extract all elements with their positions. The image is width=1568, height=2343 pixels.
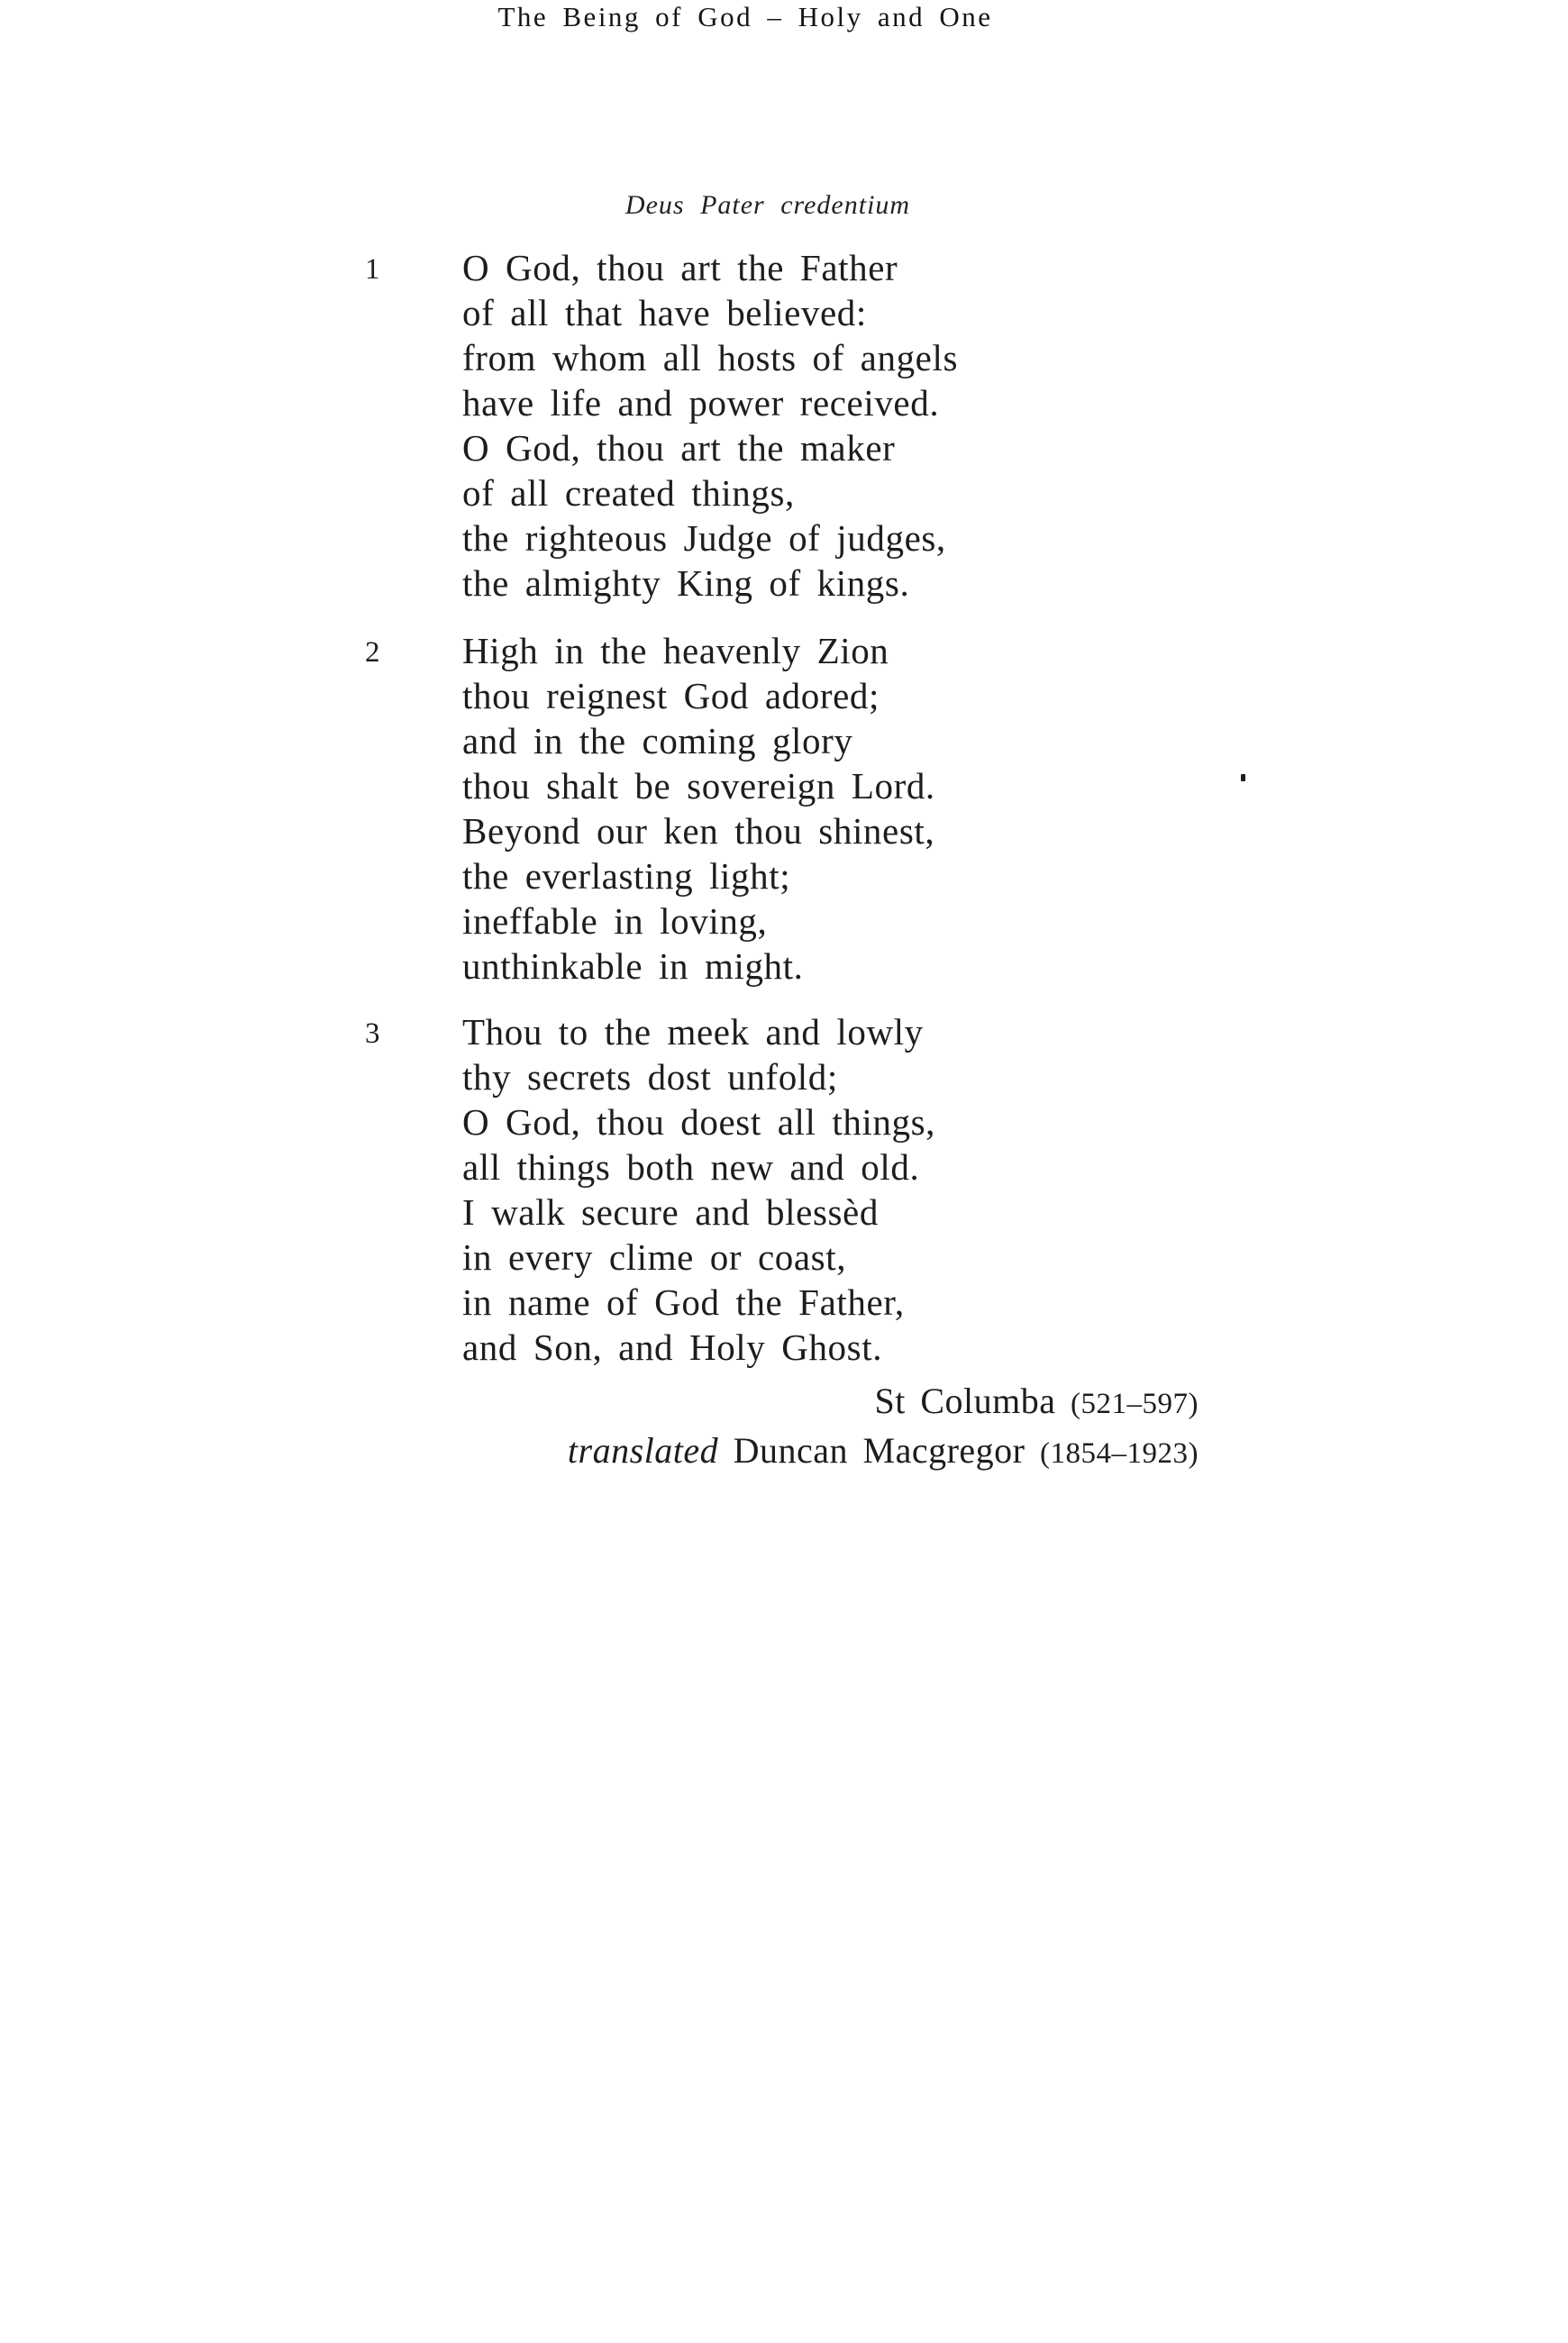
- verse-line: have life and power received.: [462, 382, 940, 424]
- verse-line: of all that have believed:: [462, 292, 867, 333]
- stray-ink-mark: [1241, 774, 1245, 781]
- verse-line: I walk secure and blessèd: [462, 1191, 879, 1233]
- verse-line: of all created things,: [462, 472, 795, 514]
- verse-line: thou reignest God adored;: [462, 675, 880, 716]
- verse-line: the almighty King of kings.: [462, 562, 910, 604]
- verse-line: High in the heavenly Zion: [462, 630, 889, 671]
- verse-line: O God, thou art the Father: [462, 247, 898, 288]
- running-head: The Being of God – Holy and One: [497, 1, 993, 32]
- stanza-2: [363, 628, 935, 989]
- stanza-number: 3: [365, 1017, 380, 1050]
- translator-line: [568, 1427, 1199, 1477]
- verse-line: the everlasting light;: [462, 855, 791, 897]
- author-name: St Columba: [874, 1381, 1056, 1421]
- verse-line: thou shalt be sovereign Lord.: [462, 765, 935, 807]
- stanza-number: 2: [365, 636, 380, 669]
- verse-line: and in the coming glory: [462, 720, 853, 761]
- verse-line: in every clime or coast,: [462, 1236, 847, 1278]
- translator-name: Duncan Macgregor: [733, 1430, 1026, 1471]
- verse-line: and Son, and Holy Ghost.: [462, 1326, 883, 1368]
- translator-dates: (1854–1923): [1040, 1437, 1199, 1470]
- author-dates: (521–597): [1071, 1388, 1199, 1420]
- stanza-lines: [462, 1009, 935, 1370]
- verse-line: O God, thou doest all things,: [462, 1101, 936, 1143]
- verse-line: the righteous Judge of judges,: [462, 517, 946, 559]
- author-line: [568, 1378, 1199, 1427]
- verse-line: thy secrets dost unfold;: [462, 1056, 838, 1098]
- verse-line: in name of God the Father,: [462, 1281, 905, 1323]
- stanza-3: [363, 1009, 935, 1370]
- stanza-number: 1: [365, 253, 380, 286]
- stanza-lines: [462, 628, 935, 989]
- stanza-lines: [462, 245, 958, 606]
- verse-line: Thou to the meek and lowly: [462, 1011, 924, 1053]
- verse-line: Beyond our ken thou shinest,: [462, 810, 935, 852]
- verse-line: all things both new and old.: [462, 1146, 920, 1188]
- stanza-1: [363, 245, 958, 606]
- verse-line: O God, thou art the maker: [462, 427, 896, 469]
- verse-line: from whom all hosts of angels: [462, 337, 959, 378]
- verse-line: unthinkable in might.: [462, 945, 804, 987]
- verse-line: ineffable in loving,: [462, 900, 768, 942]
- hymn-latin-title: Deus Pater credentium: [624, 190, 911, 220]
- translated-label: translated: [567, 1430, 719, 1471]
- attribution: [568, 1378, 1199, 1477]
